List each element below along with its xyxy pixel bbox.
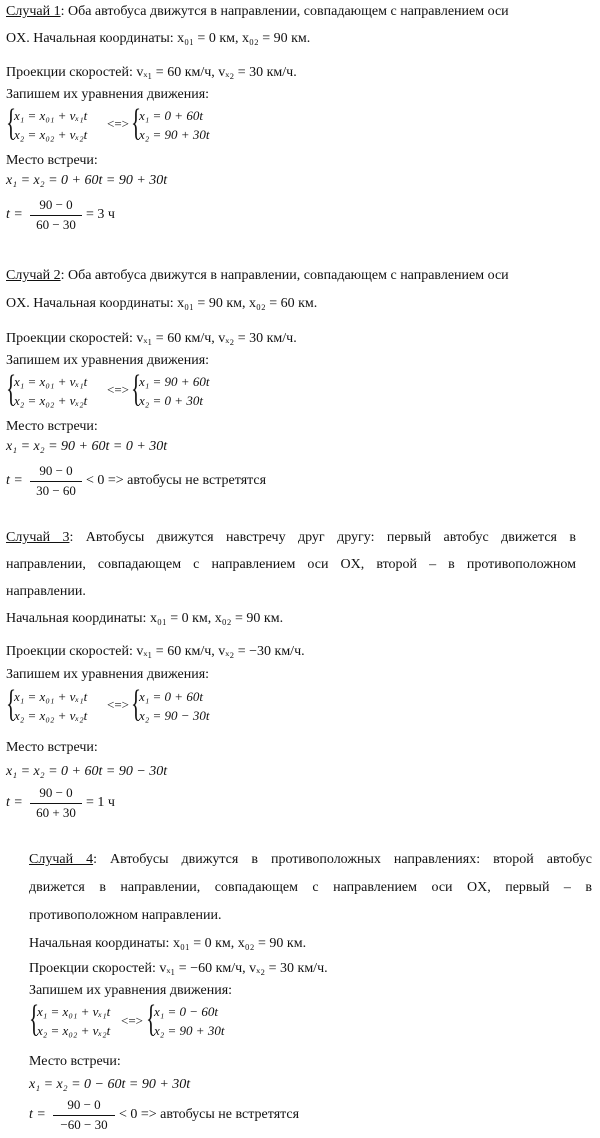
case-1-intro: Случай 1: Оба автобуса движутся в направлении, совпадающем с направлением оси bbox=[6, 4, 509, 19]
case-3-system-right: { x₁ = 0 + 60t x₂ = 90 − 30t bbox=[131, 683, 210, 725]
case-4-equations-label: Запишем их уравнения движения: bbox=[29, 983, 233, 998]
case-4-equivalence: <=> bbox=[121, 1013, 143, 1028]
case-4-intro-2: движется в направлении, совпадающем с направлением оси OX, первый – в bbox=[29, 880, 592, 895]
case-3-coords: Начальная координаты: x₀₁ = 0 км, x₀₂ = 90 км. bbox=[6, 611, 284, 626]
case-1-intro-2: OX. Начальная координаты: x₀₁ = 0 км, x₀₂ = 90 км. bbox=[6, 31, 311, 46]
case-2-system-right: { x₁ = 90 + 60t x₂ = 0 + 30t bbox=[131, 368, 210, 410]
case-1-meeting-equation: x₁ = x₂ = 0 + 60t = 90 + 30t bbox=[6, 173, 168, 188]
case-2-speeds: Проекции скоростей: vₓ₁ = 60 км/ч, vₓ₂ = 30 км/ч. bbox=[6, 331, 297, 346]
case-3-meeting-equation: x₁ = x₂ = 0 + 60t = 90 − 30t bbox=[6, 764, 168, 779]
case-4-intro-3: противоположном направлении. bbox=[29, 908, 222, 923]
case-4-system-right: { x₁ = 0 − 60t x₂ = 90 + 30t bbox=[146, 998, 225, 1040]
case-2-time-formula: t = 90 − 0 30 − 60 < 0 => автобусы не встретятся bbox=[6, 463, 267, 498]
case-3-intro: Случай 3: Автобусы движутся навстречу друг другу: первый автобус движется в bbox=[6, 530, 576, 545]
case-3-intro-2: направлении, совпадающем с направлением оси OX, второй – в противоположном bbox=[6, 557, 576, 572]
case-3-speeds: Проекции скоростей: vₓ₁ = 60 км/ч, vₓ₂ = −30 км/ч. bbox=[6, 644, 305, 659]
case-1-system-left: { x₁ = x₀₁ + vₓ₁t x₂ = x₀₂ + vₓ₂t bbox=[6, 102, 88, 144]
case-4-speeds: Проекции скоростей: vₓ₁ = −60 км/ч, vₓ₂ = 30 км/ч. bbox=[29, 961, 328, 976]
case-4-title: Случай 4 bbox=[29, 852, 94, 867]
case-3-system-left: { x₁ = x₀₁ + vₓ₁t x₂ = x₀₂ + vₓ₂t bbox=[6, 683, 88, 725]
case-2-intro: Случай 2: Оба автобуса движутся в направлении, совпадающем с направлением оси bbox=[6, 268, 509, 283]
case-4-system-left: { x₁ = x₀₁ + vₓ₁t x₂ = x₀₂ + vₓ₂t bbox=[29, 998, 111, 1040]
case-2-meeting-label: Место встречи: bbox=[6, 419, 98, 434]
case-4-meeting-equation: x₁ = x₂ = 0 − 60t = 90 + 30t bbox=[29, 1077, 191, 1092]
case-2-system-left: { x₁ = x₀₁ + vₓ₁t x₂ = x₀₂ + vₓ₂t bbox=[6, 368, 88, 410]
case-4-meeting-label: Место встречи: bbox=[29, 1054, 121, 1069]
case-3-intro-3: направлении. bbox=[6, 584, 86, 599]
case-2-title: Случай 2 bbox=[6, 268, 61, 283]
case-2-intro-2: OX. Начальная координаты: x₀₁ = 90 км, x₀₂ = 60 км. bbox=[6, 296, 318, 311]
case-2-equations-label: Запишем их уравнения движения: bbox=[6, 353, 210, 368]
case-3-equivalence: <=> bbox=[107, 697, 129, 712]
case-2-equivalence: <=> bbox=[107, 382, 129, 397]
case-1-title: Случай 1 bbox=[6, 4, 61, 19]
case-1-system-right: { x₁ = 0 + 60t x₂ = 90 + 30t bbox=[131, 102, 210, 144]
case-1-equivalence: <=> bbox=[107, 116, 129, 131]
case-1-equations-label: Запишем их уравнения движения: bbox=[6, 87, 210, 102]
case-3-meeting-label: Место встречи: bbox=[6, 740, 98, 755]
case-3-title: Случай 3 bbox=[6, 530, 70, 545]
case-1-speeds: Проекции скоростей: vₓ₁ = 60 км/ч, vₓ₂ = 30 км/ч. bbox=[6, 65, 297, 80]
case-2-meeting-equation: x₁ = x₂ = 90 + 60t = 0 + 30t bbox=[6, 439, 168, 454]
case-1-meeting-label: Место встречи: bbox=[6, 153, 98, 168]
case-4-time-formula: t = 90 − 0 −60 − 30 < 0 => автобусы не встретятся bbox=[29, 1097, 300, 1132]
case-3-equations-label: Запишем их уравнения движения: bbox=[6, 667, 210, 682]
case-4-intro: Случай 4: Автобусы движутся в противоположных направлениях: второй автобус bbox=[29, 852, 592, 867]
case-1-time-formula: t = 90 − 0 60 − 30 = 3 ч bbox=[6, 197, 115, 232]
case-3-time-formula: t = 90 − 0 60 + 30 = 1 ч bbox=[6, 785, 115, 820]
case-4-coords: Начальная координаты: x₀₁ = 0 км, x₀₂ = 90 км. bbox=[29, 936, 307, 951]
